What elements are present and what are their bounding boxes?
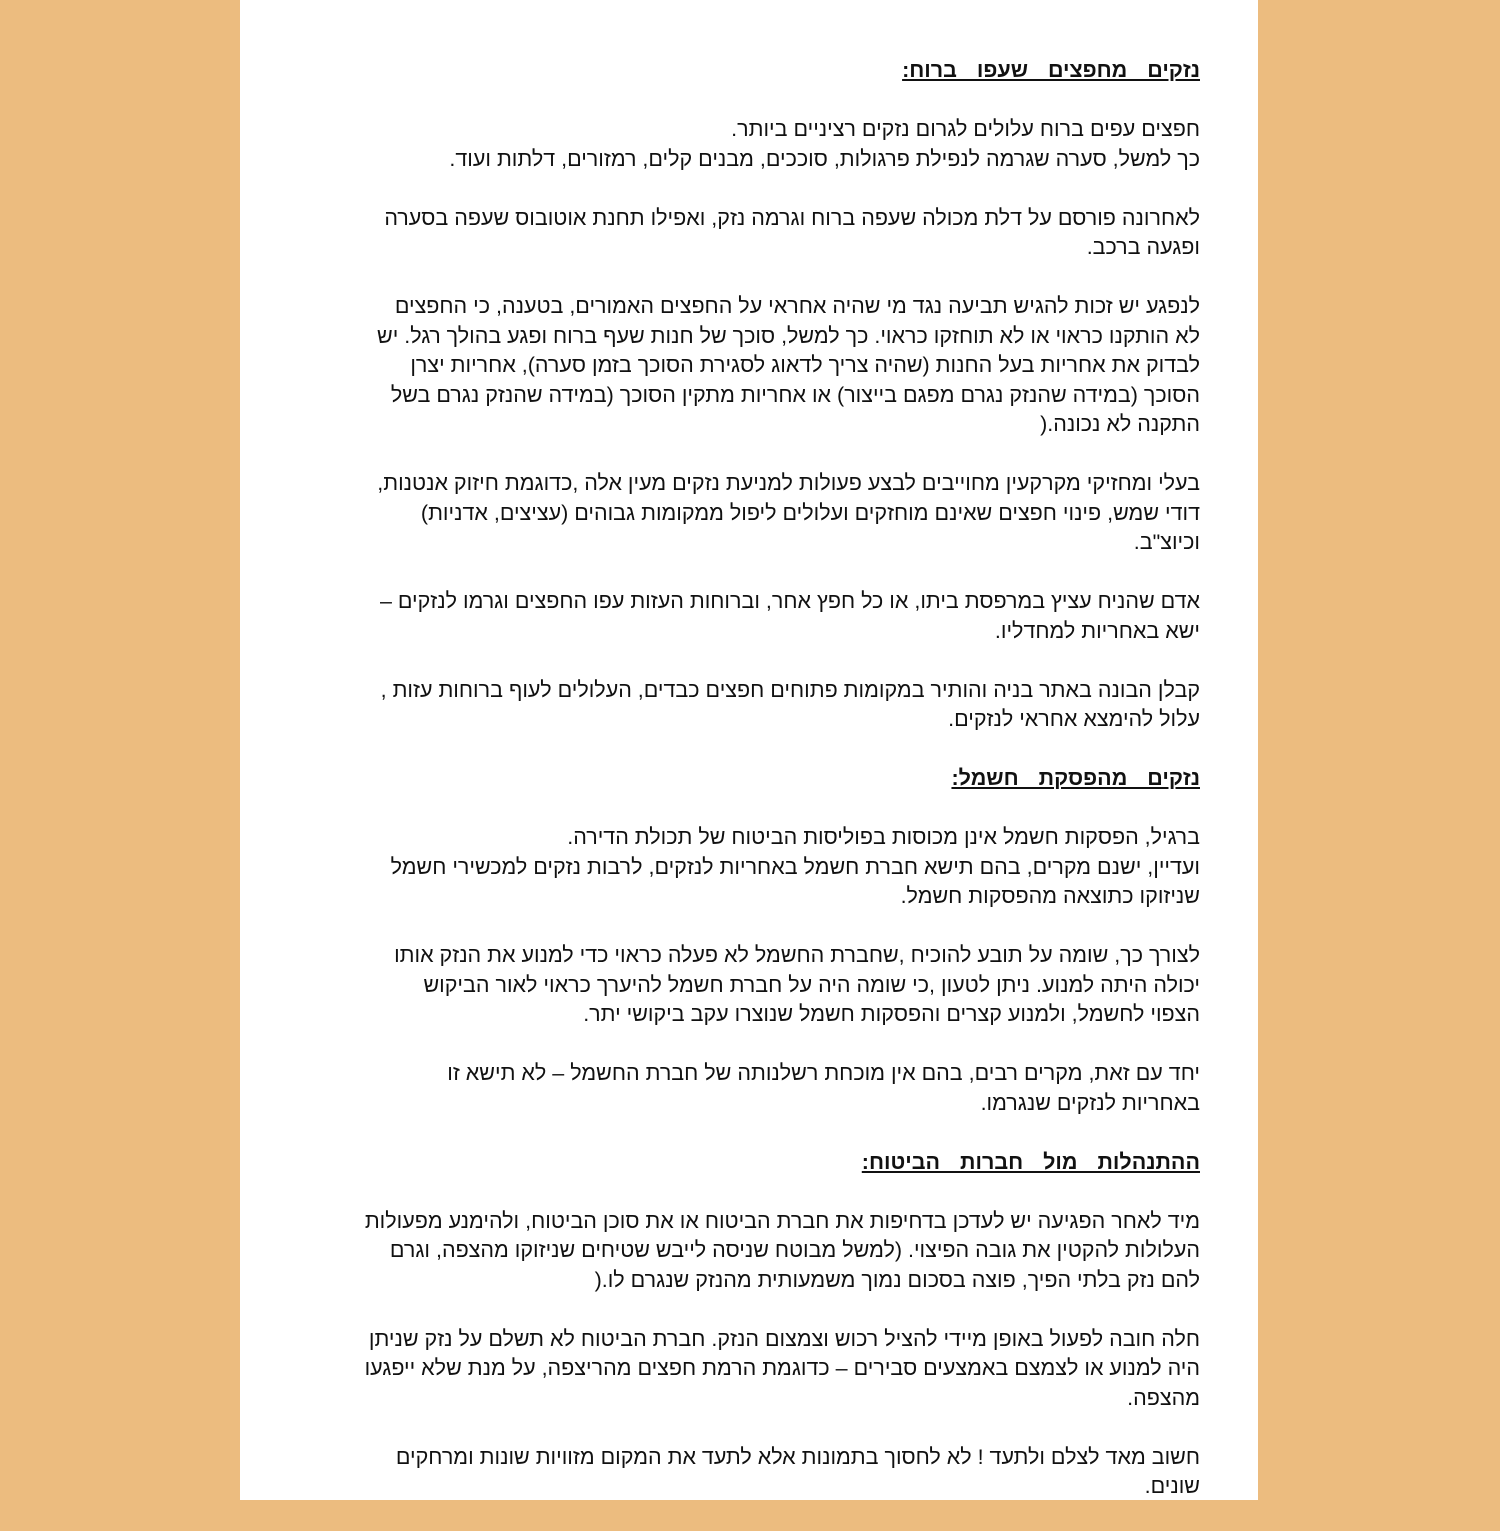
paragraph-line: שניזוקו כתוצאה מהפסקות חשמל. xyxy=(900,884,1200,908)
paragraph xyxy=(306,292,1200,440)
paragraph xyxy=(306,941,1200,1030)
paragraph-line: מהצפה. xyxy=(1127,1385,1200,1410)
section-heading: נזקים מהפסקת חשמל: xyxy=(951,766,1200,790)
paragraph xyxy=(306,1443,1200,1502)
paragraph-line: להם נזק בלתי הפיך, פוצה בסכום נמוך משמעותית מהנזק שנגרם לו.( xyxy=(594,1267,1200,1292)
paragraph-line: כך למשל, סערה שגרמה לנפילת פרגולות, סוככים, מבנים קלים, רמזורים, דלתות ועוד. xyxy=(449,146,1200,171)
section-heading: ההתנהלות מול חברות הביטוח: xyxy=(861,1149,1200,1174)
paragraph-line: חלה חובה לפעול באופן מיידי להציל רכוש וצמצום הנזק. חברת הביטוח לא תשלם על נזק שניתן xyxy=(368,1326,1200,1351)
paragraph xyxy=(306,1059,1200,1118)
paragraph xyxy=(306,469,1200,558)
paragraph-line: ופגעה ברכב. xyxy=(1086,235,1200,259)
paragraph-line: אדם שהניח עציץ במרפסת ביתו, או כל חפץ אחר, וברוחות העזות עפו החפצים וגרמו לנזקים – xyxy=(379,589,1200,613)
paragraph-line: שונים. xyxy=(1144,1474,1200,1498)
paragraph-line: ישא באחריות למחדליו. xyxy=(994,618,1200,643)
document-page xyxy=(240,0,1258,1500)
paragraph-line: דודי שמש, פינוי חפצים שאינם מוחזקים ועלולים ליפול ממקומות גבוהים (עציצים, אדניות) xyxy=(420,500,1200,525)
paragraph xyxy=(306,115,1200,174)
document-section xyxy=(306,56,1200,735)
section-heading: נזקים מחפצים שעפו ברוח: xyxy=(902,58,1200,82)
paragraph-line: יחד עם זאת, מקרים רבים, בהם אין מוכחת רשלנותה של חברת החשמל – לא תישא זו xyxy=(447,1061,1200,1085)
document-section xyxy=(306,764,1200,1118)
paragraph xyxy=(306,1325,1200,1414)
paragraph xyxy=(306,587,1200,646)
paragraph-line: חפצים עפים ברוח עלולים לגרום נזקים רציניים ביותר. xyxy=(731,117,1200,141)
paragraph-line: הצפוי לחשמל, ולמנוע קצרים והפסקות חשמל שנוצרו עקב ביקושי יתר. xyxy=(583,1002,1200,1026)
paragraph-line: ברגיל, הפסקות חשמל אינן מכוסות בפוליסות הביטוח של תכולת הדירה. xyxy=(567,825,1200,849)
document-content xyxy=(306,56,1200,1531)
paragraph-line: באחריות לנזקים שנגרמו. xyxy=(980,1090,1200,1115)
paragraph xyxy=(306,676,1200,735)
paragraph-line: וכיוצ"ב. xyxy=(1133,530,1200,554)
paragraph-line: לאחרונה פורסם על דלת מכולה שעפה ברוח וגרמה נזק, ואפילו תחנת אוטובוס שעפה בסערה xyxy=(384,205,1200,230)
paragraph-line: לצורך כך, שומה על תובע להוכיח ,שחברת החשמל לא פעלה כראוי כדי למנוע את הנזק אותו xyxy=(394,943,1200,967)
paragraph-line: לבדוק את אחריות בעל החנות (שהיה צריך לדאוג לסגירת הסוכך בזמן סערה), אחריות יצרן xyxy=(410,353,1200,377)
paragraph-line: היה למנוע או לצמצם באמצעים סבירים – כדוגמת הרמת חפצים מהריצפה, על מנת שלא ייפגעו xyxy=(364,1356,1200,1380)
paragraph-line: לנפגע יש זכות להגיש תביעה נגד מי שהיה אחראי על החפצים האמורים, בטענה, כי החפצים xyxy=(394,294,1200,318)
paragraph xyxy=(306,823,1200,912)
paragraph xyxy=(306,204,1200,263)
paragraph-line: בעלי ומחזיקי מקרקעין מחוייבים לבצע פעולות למניעת נזקים מעין אלה ,כדוגמת חיזוק אנטנות, xyxy=(377,471,1200,495)
document-section xyxy=(306,1148,1200,1502)
paragraph-line: יכולה היתה למנוע. ניתן לטעון ,כי שומה היה על חברת חשמל להיערך כראוי לאור הביקוש xyxy=(423,972,1200,997)
paragraph-line: עלול להימצא אחראי לנזקים. xyxy=(948,707,1200,731)
paragraph-line: מיד לאחר הפגיעה יש לעדכן בדחיפות את חברת הביטוח או את סוכן הביטוח, ולהימנע מפעולות xyxy=(364,1208,1200,1233)
paragraph-line: העלולות להקטין את גובה הפיצוי. (למשל מבוטח שניסה לייבש שטיחים שניזוקו מהצפה, וגרם xyxy=(389,1238,1200,1262)
paragraph-line: ועדיין, ישנם מקרים, בהם תישא חברת חשמל באחריות לנזקים, לרבות נזקים למכשירי חשמל xyxy=(390,854,1200,879)
paragraph-line: קבלן הבונה באתר בניה והותיר במקומות פתוחים חפצים כבדים, העלולים לעוף ברוחות עזות , xyxy=(380,677,1200,702)
paragraph-line: הסוכך (במידה שהנזק נגרם מפגם בייצור) או אחריות מתקין הסוכך (במידה שהנזק נגרם בשל xyxy=(390,382,1200,407)
paragraph-line: התקנה לא נכונה.( xyxy=(1040,412,1200,436)
paragraph-line: חשוב מאד לצלם ולתעד ! לא לחסוך בתמונות אלא לתעד את המקום מזוויות שונות ומרחקים xyxy=(395,1444,1200,1469)
paragraph-line: לא הותקנו כראוי או לא תוחזקו כראוי. כך למשל, סוכך של חנות שעף ברוח ופגע בהולך רגל. יש xyxy=(377,323,1200,348)
paragraph xyxy=(306,1207,1200,1296)
